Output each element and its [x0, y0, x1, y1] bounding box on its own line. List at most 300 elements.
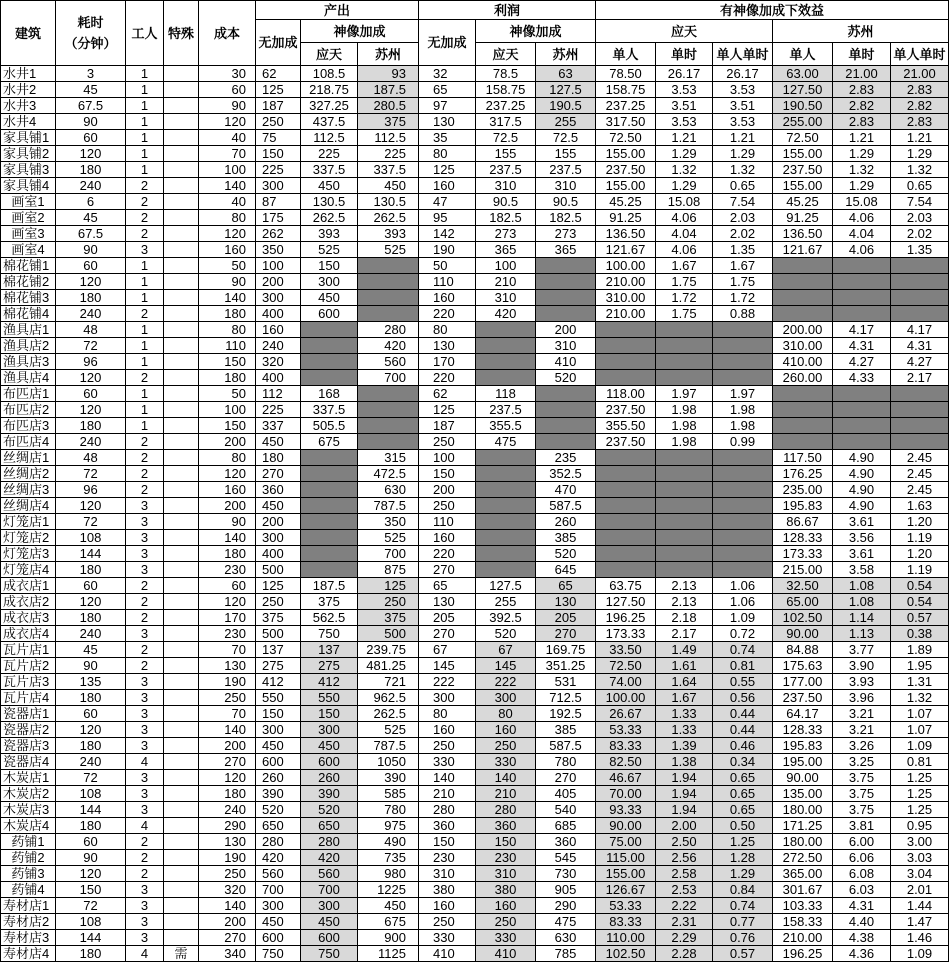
cost-cell: 80 [199, 322, 256, 338]
yingtian-per-hour-unavailable-cell [656, 482, 713, 498]
output-suzhou-unavailable-cell [358, 274, 419, 290]
cost-cell: 160 [199, 482, 256, 498]
suzhou-per-worker-hour-cell: 0.54 [891, 594, 949, 610]
yingtian-per-worker-hour-cell: 1.97 [713, 386, 773, 402]
header-workers: 工人 [126, 1, 164, 66]
time-minutes-cell: 144 [56, 930, 126, 946]
workers-cell: 1 [126, 354, 164, 370]
building-name-cell: 水井4 [1, 114, 56, 130]
profit-yingtian-cell: 355.5 [476, 418, 536, 434]
yingtian-per-hour-cell: 1.94 [656, 802, 713, 818]
output-suzhou-cell: 375 [358, 610, 419, 626]
workers-cell: 3 [126, 722, 164, 738]
special-cell [164, 722, 199, 738]
suzhou-per-worker-hour-unavailable-cell [891, 258, 949, 274]
building-name-cell: 渔具店1 [1, 322, 56, 338]
special-cell [164, 194, 199, 210]
yingtian-per-worker-hour-cell: 1.06 [713, 594, 773, 610]
yingtian-per-worker-hour-cell: 0.44 [713, 706, 773, 722]
workers-cell: 2 [126, 834, 164, 850]
output-suzhou-unavailable-cell [358, 434, 419, 450]
cost-cell: 140 [199, 290, 256, 306]
cost-cell: 230 [199, 562, 256, 578]
yingtian-per-worker-cell: 237.50 [596, 434, 656, 450]
suzhou-per-worker-unavailable-cell [773, 418, 833, 434]
cost-cell: 50 [199, 258, 256, 274]
special-cell [164, 930, 199, 946]
special-cell [164, 258, 199, 274]
profit-suzhou-cell: 130 [536, 594, 596, 610]
cost-cell: 270 [199, 930, 256, 946]
cost-cell: 190 [199, 674, 256, 690]
suzhou-per-worker-hour-cell: 4.17 [891, 322, 949, 338]
output-no-bonus-cell: 300 [256, 722, 301, 738]
special-cell [164, 306, 199, 322]
time-minutes-cell: 180 [56, 690, 126, 706]
suzhou-per-worker-cell: 65.00 [773, 594, 833, 610]
profit-suzhou-cell: 273 [536, 226, 596, 242]
profit-no-bonus-cell: 250 [419, 914, 476, 930]
profit-no-bonus-cell: 80 [419, 322, 476, 338]
suzhou-per-hour-cell: 3.90 [833, 658, 891, 674]
cost-cell: 270 [199, 754, 256, 770]
building-name-cell: 布匹店1 [1, 386, 56, 402]
profit-suzhou-cell: 310 [536, 338, 596, 354]
special-cell [164, 562, 199, 578]
suzhou-per-hour-cell: 4.90 [833, 498, 891, 514]
suzhou-per-worker-unavailable-cell [773, 258, 833, 274]
yingtian-per-worker-hour-unavailable-cell [713, 562, 773, 578]
cost-cell: 230 [199, 626, 256, 642]
yingtian-per-worker-cell: 78.50 [596, 66, 656, 82]
cost-cell: 170 [199, 610, 256, 626]
time-minutes-cell: 135 [56, 674, 126, 690]
yingtian-per-worker-hour-cell: 0.72 [713, 626, 773, 642]
header-yingtian-per-worker: 单人 [596, 43, 656, 66]
suzhou-per-worker-cell: 135.00 [773, 786, 833, 802]
time-minutes-cell: 60 [56, 386, 126, 402]
time-minutes-cell: 240 [56, 178, 126, 194]
workers-cell: 3 [126, 546, 164, 562]
yingtian-per-worker-unavailable-cell [596, 338, 656, 354]
special-cell [164, 546, 199, 562]
suzhou-per-hour-cell: 1.29 [833, 178, 891, 194]
suzhou-per-worker-hour-cell: 0.57 [891, 610, 949, 626]
header-benefit-suzhou: 苏州 [773, 20, 949, 43]
workers-cell: 1 [126, 114, 164, 130]
output-suzhou-cell: 262.5 [358, 210, 419, 226]
workers-cell: 3 [126, 626, 164, 642]
yingtian-per-worker-cell: 90.00 [596, 818, 656, 834]
output-suzhou-cell: 130.5 [358, 194, 419, 210]
yingtian-per-worker-hour-cell: 1.06 [713, 578, 773, 594]
output-no-bonus-cell: 270 [256, 466, 301, 482]
workers-cell: 1 [126, 66, 164, 82]
yingtian-per-hour-cell: 1.33 [656, 722, 713, 738]
yingtian-per-worker-hour-cell: 1.32 [713, 162, 773, 178]
time-minutes-cell: 120 [56, 146, 126, 162]
time-minutes-cell: 180 [56, 418, 126, 434]
yingtian-per-worker-cell: 45.25 [596, 194, 656, 210]
output-suzhou-cell: 280 [358, 322, 419, 338]
building-name-cell: 棉花铺2 [1, 274, 56, 290]
output-no-bonus-cell: 262 [256, 226, 301, 242]
profit-yingtian-cell: 365 [476, 242, 536, 258]
building-name-cell: 家具铺1 [1, 130, 56, 146]
profit-no-bonus-cell: 160 [419, 290, 476, 306]
time-minutes-cell: 120 [56, 498, 126, 514]
output-no-bonus-cell: 375 [256, 610, 301, 626]
suzhou-per-worker-cell: 171.25 [773, 818, 833, 834]
suzhou-per-worker-cell: 196.25 [773, 946, 833, 962]
suzhou-per-hour-cell: 1.29 [833, 146, 891, 162]
suzhou-per-worker-cell: 155.00 [773, 146, 833, 162]
header-time-unit: （分钟） [64, 36, 117, 51]
suzhou-per-worker-cell: 90.00 [773, 626, 833, 642]
profit-suzhou-cell: 540 [536, 802, 596, 818]
output-yingtian-cell: 750 [301, 626, 358, 642]
profit-suzhou-cell: 155 [536, 146, 596, 162]
workers-cell: 3 [126, 498, 164, 514]
profit-suzhou-cell: 685 [536, 818, 596, 834]
profit-yingtian-unavailable-cell [476, 514, 536, 530]
suzhou-per-worker-cell: 215.00 [773, 562, 833, 578]
output-suzhou-cell: 1050 [358, 754, 419, 770]
cost-cell: 120 [199, 226, 256, 242]
yingtian-per-worker-cell: 121.67 [596, 242, 656, 258]
time-minutes-cell: 108 [56, 530, 126, 546]
suzhou-per-worker-cell: 90.00 [773, 770, 833, 786]
output-suzhou-cell: 375 [358, 114, 419, 130]
suzhou-per-worker-hour-cell: 1.20 [891, 514, 949, 530]
cost-cell: 200 [199, 434, 256, 450]
suzhou-per-worker-hour-cell: 1.35 [891, 242, 949, 258]
suzhou-per-worker-cell: 260.00 [773, 370, 833, 386]
profit-no-bonus-cell: 125 [419, 402, 476, 418]
building-name-cell: 药铺4 [1, 882, 56, 898]
yingtian-per-worker-cell: 118.00 [596, 386, 656, 402]
profit-suzhou-cell: 520 [536, 546, 596, 562]
cost-cell: 140 [199, 530, 256, 546]
building-name-cell: 成衣店3 [1, 610, 56, 626]
profit-yingtian-unavailable-cell [476, 450, 536, 466]
profit-suzhou-cell: 587.5 [536, 498, 596, 514]
time-minutes-cell: 144 [56, 802, 126, 818]
profit-no-bonus-cell: 190 [419, 242, 476, 258]
yingtian-per-worker-cell: 158.75 [596, 82, 656, 98]
profit-yingtian-cell: 230 [476, 850, 536, 866]
output-no-bonus-cell: 700 [256, 882, 301, 898]
output-yingtian-cell: 600 [301, 754, 358, 770]
profit-no-bonus-cell: 125 [419, 162, 476, 178]
profit-no-bonus-cell: 65 [419, 82, 476, 98]
building-name-cell: 木炭店1 [1, 770, 56, 786]
header-yingtian-per-worker-hour: 单人单时 [713, 43, 773, 66]
special-cell [164, 626, 199, 642]
special-cell [164, 738, 199, 754]
output-no-bonus-cell: 225 [256, 402, 301, 418]
suzhou-per-worker-hour-cell: 0.81 [891, 754, 949, 770]
suzhou-per-worker-hour-cell: 1.09 [891, 738, 949, 754]
yingtian-per-hour-cell: 1.98 [656, 418, 713, 434]
yingtian-per-worker-hour-cell: 7.54 [713, 194, 773, 210]
profit-no-bonus-cell: 110 [419, 274, 476, 290]
special-cell [164, 178, 199, 194]
suzhou-per-hour-cell: 6.08 [833, 866, 891, 882]
suzhou-per-hour-cell: 3.21 [833, 706, 891, 722]
workers-cell: 2 [126, 610, 164, 626]
cost-cell: 130 [199, 658, 256, 674]
suzhou-per-worker-hour-cell: 0.95 [891, 818, 949, 834]
yingtian-per-worker-hour-cell: 2.02 [713, 226, 773, 242]
workers-cell: 2 [126, 306, 164, 322]
output-suzhou-unavailable-cell [358, 386, 419, 402]
yingtian-per-worker-unavailable-cell [596, 466, 656, 482]
workers-cell: 3 [126, 914, 164, 930]
output-suzhou-cell: 875 [358, 562, 419, 578]
output-yingtian-cell: 750 [301, 946, 358, 962]
yingtian-per-hour-cell: 2.00 [656, 818, 713, 834]
output-yingtian-cell: 150 [301, 258, 358, 274]
workers-cell: 2 [126, 578, 164, 594]
output-yingtian-cell: 187.5 [301, 578, 358, 594]
output-yingtian-unavailable-cell [301, 466, 358, 482]
suzhou-per-hour-unavailable-cell [833, 418, 891, 434]
cost-cell: 180 [199, 370, 256, 386]
suzhou-per-hour-cell: 2.83 [833, 82, 891, 98]
suzhou-per-hour-cell: 4.36 [833, 946, 891, 962]
profit-suzhou-cell: 237.5 [536, 162, 596, 178]
yingtian-per-hour-cell: 1.61 [656, 658, 713, 674]
output-no-bonus-cell: 187 [256, 98, 301, 114]
yingtian-per-hour-unavailable-cell [656, 466, 713, 482]
special-cell [164, 850, 199, 866]
suzhou-per-hour-cell: 15.08 [833, 194, 891, 210]
time-minutes-cell: 240 [56, 754, 126, 770]
output-yingtian-unavailable-cell [301, 322, 358, 338]
suzhou-per-hour-cell: 4.06 [833, 210, 891, 226]
profit-no-bonus-cell: 32 [419, 66, 476, 82]
output-suzhou-cell: 225 [358, 146, 419, 162]
output-no-bonus-cell: 250 [256, 594, 301, 610]
header-output-yingtian: 应天 [301, 43, 358, 66]
output-no-bonus-cell: 150 [256, 706, 301, 722]
suzhou-per-worker-hour-cell: 1.25 [891, 770, 949, 786]
time-minutes-cell: 90 [56, 850, 126, 866]
yingtian-per-worker-cell: 210.00 [596, 306, 656, 322]
profit-suzhou-unavailable-cell [536, 258, 596, 274]
workers-cell: 1 [126, 98, 164, 114]
output-suzhou-cell: 780 [358, 802, 419, 818]
suzhou-per-worker-hour-cell: 2.45 [891, 450, 949, 466]
profit-no-bonus-cell: 130 [419, 338, 476, 354]
workers-cell: 1 [126, 130, 164, 146]
building-name-cell: 瓷器店3 [1, 738, 56, 754]
suzhou-per-worker-cell: 365.00 [773, 866, 833, 882]
output-no-bonus-cell: 450 [256, 498, 301, 514]
output-suzhou-cell: 450 [358, 898, 419, 914]
building-name-cell: 画室1 [1, 194, 56, 210]
yingtian-per-worker-unavailable-cell [596, 482, 656, 498]
suzhou-per-hour-cell: 1.14 [833, 610, 891, 626]
workers-cell: 1 [126, 82, 164, 98]
profit-suzhou-cell: 905 [536, 882, 596, 898]
suzhou-per-worker-cell: 91.25 [773, 210, 833, 226]
building-name-cell: 布匹店4 [1, 434, 56, 450]
cost-cell: 90 [199, 274, 256, 290]
output-suzhou-cell: 481.25 [358, 658, 419, 674]
yingtian-per-hour-unavailable-cell [656, 562, 713, 578]
suzhou-per-worker-cell: 45.25 [773, 194, 833, 210]
output-yingtian-unavailable-cell [301, 450, 358, 466]
output-no-bonus-cell: 112 [256, 386, 301, 402]
time-minutes-cell: 48 [56, 322, 126, 338]
output-no-bonus-cell: 390 [256, 786, 301, 802]
suzhou-per-hour-unavailable-cell [833, 402, 891, 418]
profit-yingtian-cell: 210 [476, 786, 536, 802]
special-cell [164, 530, 199, 546]
profit-no-bonus-cell: 160 [419, 530, 476, 546]
profit-suzhou-cell: 190.5 [536, 98, 596, 114]
suzhou-per-worker-cell: 117.50 [773, 450, 833, 466]
suzhou-per-hour-cell: 1.13 [833, 626, 891, 642]
workers-cell: 3 [126, 930, 164, 946]
suzhou-per-worker-hour-cell: 1.21 [891, 130, 949, 146]
suzhou-per-hour-cell: 3.96 [833, 690, 891, 706]
workers-cell: 2 [126, 658, 164, 674]
output-yingtian-cell: 525 [301, 242, 358, 258]
profit-yingtian-cell: 310 [476, 290, 536, 306]
time-minutes-cell: 180 [56, 162, 126, 178]
yingtian-per-hour-cell: 2.28 [656, 946, 713, 962]
output-suzhou-cell: 525 [358, 242, 419, 258]
cost-cell: 140 [199, 178, 256, 194]
output-no-bonus-cell: 412 [256, 674, 301, 690]
special-cell [164, 754, 199, 770]
yingtian-per-worker-cell: 53.33 [596, 898, 656, 914]
building-name-cell: 丝绸店2 [1, 466, 56, 482]
output-no-bonus-cell: 300 [256, 290, 301, 306]
output-yingtian-cell: 112.5 [301, 130, 358, 146]
output-suzhou-cell: 337.5 [358, 162, 419, 178]
suzhou-per-worker-hour-cell: 3.04 [891, 866, 949, 882]
suzhou-per-worker-cell: 310.00 [773, 338, 833, 354]
suzhou-per-hour-cell: 3.61 [833, 546, 891, 562]
cost-cell: 120 [199, 114, 256, 130]
profit-yingtian-cell: 410 [476, 946, 536, 962]
building-name-cell: 水井3 [1, 98, 56, 114]
cost-cell: 40 [199, 130, 256, 146]
time-minutes-cell: 48 [56, 450, 126, 466]
header-suzhou-per-worker: 单人 [773, 43, 833, 66]
special-cell [164, 98, 199, 114]
output-yingtian-cell: 168 [301, 386, 358, 402]
yingtian-per-worker-hour-unavailable-cell [713, 530, 773, 546]
profit-suzhou-unavailable-cell [536, 402, 596, 418]
workers-cell: 2 [126, 594, 164, 610]
profit-yingtian-cell: 100 [476, 258, 536, 274]
profit-suzhou-cell: 520 [536, 370, 596, 386]
building-name-cell: 家具铺2 [1, 146, 56, 162]
suzhou-per-worker-cell: 128.33 [773, 530, 833, 546]
time-minutes-cell: 240 [56, 626, 126, 642]
output-yingtian-cell: 390 [301, 786, 358, 802]
yingtian-per-worker-unavailable-cell [596, 514, 656, 530]
special-cell [164, 354, 199, 370]
output-yingtian-cell: 375 [301, 594, 358, 610]
output-suzhou-cell: 350 [358, 514, 419, 530]
output-no-bonus-cell: 300 [256, 898, 301, 914]
output-yingtian-cell: 675 [301, 434, 358, 450]
yingtian-per-worker-hour-cell: 0.55 [713, 674, 773, 690]
output-yingtian-unavailable-cell [301, 354, 358, 370]
yingtian-per-worker-cell: 72.50 [596, 130, 656, 146]
suzhou-per-worker-hour-cell: 1.19 [891, 562, 949, 578]
profit-yingtian-cell: 392.5 [476, 610, 536, 626]
building-name-cell: 灯笼店3 [1, 546, 56, 562]
workers-cell: 1 [126, 162, 164, 178]
workers-cell: 2 [126, 850, 164, 866]
header-output-no-bonus: 无加成 [256, 20, 301, 66]
output-no-bonus-cell: 420 [256, 850, 301, 866]
profit-yingtian-cell: 237.25 [476, 98, 536, 114]
suzhou-per-worker-hour-cell: 1.29 [891, 146, 949, 162]
header-benefit: 有神像加成下效益 [596, 1, 949, 20]
suzhou-per-hour-cell: 4.90 [833, 482, 891, 498]
yingtian-per-hour-cell: 1.94 [656, 786, 713, 802]
output-suzhou-cell: 900 [358, 930, 419, 946]
yingtian-per-worker-hour-cell: 0.76 [713, 930, 773, 946]
suzhou-per-worker-hour-cell: 1.63 [891, 498, 949, 514]
profit-yingtian-unavailable-cell [476, 466, 536, 482]
yingtian-per-worker-cell: 237.25 [596, 98, 656, 114]
time-minutes-cell: 60 [56, 578, 126, 594]
building-name-cell: 布匹店3 [1, 418, 56, 434]
yingtian-per-hour-cell: 3.53 [656, 114, 713, 130]
cost-cell: 60 [199, 578, 256, 594]
building-name-cell: 木炭店3 [1, 802, 56, 818]
profit-suzhou-cell: 780 [536, 754, 596, 770]
yingtian-per-worker-cell: 70.00 [596, 786, 656, 802]
workers-cell: 1 [126, 338, 164, 354]
yingtian-per-hour-cell: 2.58 [656, 866, 713, 882]
building-name-cell: 渔具店2 [1, 338, 56, 354]
profit-yingtian-unavailable-cell [476, 498, 536, 514]
suzhou-per-worker-hour-unavailable-cell [891, 290, 949, 306]
profit-yingtian-cell: 330 [476, 754, 536, 770]
yingtian-per-worker-cell: 155.00 [596, 866, 656, 882]
output-yingtian-cell: 560 [301, 866, 358, 882]
workers-cell: 2 [126, 178, 164, 194]
profit-no-bonus-cell: 140 [419, 770, 476, 786]
profit-no-bonus-cell: 330 [419, 754, 476, 770]
workers-cell: 2 [126, 482, 164, 498]
yingtian-per-worker-hour-unavailable-cell [713, 354, 773, 370]
time-minutes-cell: 60 [56, 130, 126, 146]
output-suzhou-cell: 315 [358, 450, 419, 466]
yingtian-per-worker-hour-unavailable-cell [713, 370, 773, 386]
profit-suzhou-cell: 730 [536, 866, 596, 882]
profit-yingtian-cell: 72.5 [476, 130, 536, 146]
suzhou-per-worker-hour-cell: 2.45 [891, 466, 949, 482]
suzhou-per-worker-hour-cell: 2.83 [891, 114, 949, 130]
building-name-cell: 寿材店1 [1, 898, 56, 914]
profit-no-bonus-cell: 280 [419, 802, 476, 818]
yingtian-per-worker-hour-unavailable-cell [713, 482, 773, 498]
output-no-bonus-cell: 400 [256, 306, 301, 322]
suzhou-per-worker-unavailable-cell [773, 306, 833, 322]
time-minutes-cell: 45 [56, 210, 126, 226]
